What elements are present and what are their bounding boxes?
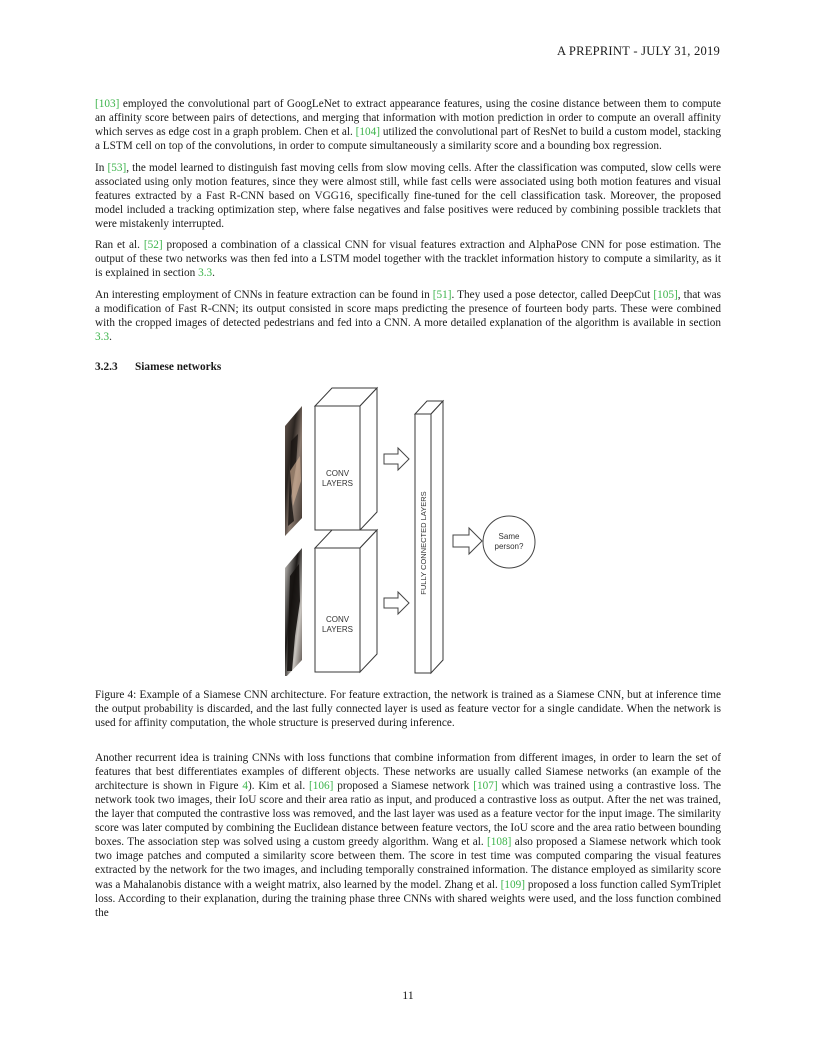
page-body	[95, 97, 721, 927]
citation-link[interactable]: [105]	[653, 288, 678, 301]
paragraph-3	[95, 238, 721, 280]
paragraph-text: , that was a modification of Fast R-CNN; its output consisted in score maps predicting the presence of fourteen body parts. These were combined with the cropped images of detected pedestrians and fed into a CNN. A more detailed explanation of the algorithm is available in section	[95, 288, 721, 329]
header-separator: -	[630, 44, 642, 58]
paragraph-text: ). Kim et al.	[247, 780, 310, 793]
figure-siamese-architecture	[95, 386, 721, 676]
arrow-output-icon	[453, 528, 482, 554]
arrow-top-icon	[384, 448, 409, 470]
section-ref-link[interactable]: 3.3	[198, 267, 213, 280]
paragraph-text: employed the convolutional part of GoogLeNet to extract appearance features, using the cosine distance between them to compute an affinity score between pairs of detections, and merging that information with motion prediction in order to compute an overall affinity which serves as edge cost in a graph problem. Chen et al.	[95, 98, 721, 139]
conv-label-bottom-line1: CONV	[325, 614, 350, 624]
paragraph-text: In	[95, 161, 108, 174]
subsection-title: Siamese networks	[135, 360, 222, 373]
paragraph-text: Another recurrent idea is training CNNs with loss functions that combine information from different images, in order to learn the set of features that best differentiates examples of different objects. These networks are usually called Siamese networks (an example of the architecture is shown in Figure	[95, 752, 721, 793]
citation-link[interactable]: [104]	[355, 126, 381, 139]
citation-link[interactable]: [107]	[473, 780, 498, 793]
fc-label: FULLY CONNECTED LAYERS	[419, 491, 428, 595]
citation-link[interactable]: [53]	[107, 161, 127, 174]
figure-ref-link[interactable]: 4	[242, 780, 248, 793]
input-image-top	[285, 406, 302, 536]
paragraph-2	[95, 161, 721, 231]
paragraph-text: proposed a Siamese network	[333, 780, 474, 793]
citation-link[interactable]: [103]	[95, 98, 120, 110]
paragraph-text: proposed a combination of a classical CNN for visual features extraction and AlphaPose CNN for pose estimation. The output of these two networks was then fed into a LSTM model together with the tracklet information history to compute a similarity, as it is explained in section	[95, 239, 721, 280]
header-preprint: A PREPRINT	[556, 44, 631, 58]
conv-block-bottom	[315, 530, 377, 672]
citation-link[interactable]: [108]	[487, 836, 512, 849]
output-label-line1: Same	[498, 531, 520, 541]
conv-label-top-line2: LAYERS	[322, 478, 353, 488]
citation-link[interactable]: [106]	[309, 780, 334, 793]
output-label-line2: person?	[494, 541, 524, 551]
paragraph-text: also proposed a Siamese network which took two image patches and computed a similarity score between them. The score in test time was computed comparing the visual features extracted by the network for the two images, and including temporally constrained information. The distance employed as similarity score was a Mahalanobis distance with a weight matrix, also learned by the model. Zhang et al.	[95, 836, 721, 891]
citation-link[interactable]: [109]	[500, 878, 525, 891]
paragraph-text: . They used a pose detector, called DeepCut	[451, 288, 654, 301]
subsection-number: 3.2.3	[95, 360, 118, 373]
paragraph-text: , the model learned to distinguish fast moving cells from slow moving cells. After the classification was computed, slow cells were associated using only motion features, since they were almost still, while fast cells were associated using both motion features and visual features extracted by a Fast R-CNN based on VGG16, specifically fine-tuned for the cell classification task. Moreover, the proposed model included a tracking optimization step, where false negatives and false positives were reduced by combining possible tracklets that were mistakenly interrupted.	[95, 161, 722, 230]
conv-label-top-line1: CONV	[325, 468, 350, 478]
conv-block-top	[315, 388, 377, 530]
paragraph-text: .	[109, 330, 112, 343]
citation-link[interactable]: [51]	[432, 288, 452, 301]
citation-link[interactable]: [52]	[143, 239, 163, 252]
figure-caption: Figure 4: Example of a Siamese CNN architecture. For feature extraction, the network is trained as a Siamese CNN, but at inference time the output probability is discarded, and the last fully connected layer is used as feature vector for a single candidate. When the network is used for affinity computation, the whole structure is preserved during inference.	[95, 688, 721, 730]
paragraph-5	[95, 751, 721, 920]
paragraph-text: which was trained using a contrastive loss. The network took two images, their IoU score and their area ratio as input, and produced a contrastive loss as output. After the net was trained, the layer that computed the contrastive loss was removed, and the last layer was used as a feature vector for the input image. The similarity score was later computed by combining the Euclidean distance between feature vectors, the IoU score and the area ratio between bounding boxes. The association step was solved using a custom greedy algorithm. Wang et al.	[95, 780, 722, 849]
paragraph-1	[95, 97, 721, 153]
paragraph-text: proposed a loss function called SymTriplet loss. According to their explanation, during the training phase three CNNs with shared weights were used, and the loss function combined the	[95, 878, 721, 919]
running-header	[557, 44, 720, 59]
paragraph-4	[95, 288, 721, 344]
conv-label-bottom-line2: LAYERS	[322, 624, 353, 634]
input-image-bottom	[285, 548, 302, 676]
subsection-heading	[95, 360, 721, 374]
arrow-bottom-icon	[384, 592, 409, 614]
paragraph-text: An interesting employment of CNNs in feature extraction can be found in	[95, 288, 433, 301]
paragraph-text: Ran et al.	[95, 239, 144, 252]
paragraph-text: utilized the convolutional part of ResNet to build a custom model, stacking a LSTM cell on top of the convolutions, in order to compute simultaneously a similarity score and a bounding box regression.	[95, 126, 722, 153]
paragraph-text: .	[212, 267, 215, 280]
section-ref-link[interactable]: 3.3	[95, 330, 110, 343]
header-date: JULY 31, 2019	[641, 44, 720, 58]
page-number: 11	[402, 988, 414, 1002]
siamese-diagram	[95, 386, 721, 676]
